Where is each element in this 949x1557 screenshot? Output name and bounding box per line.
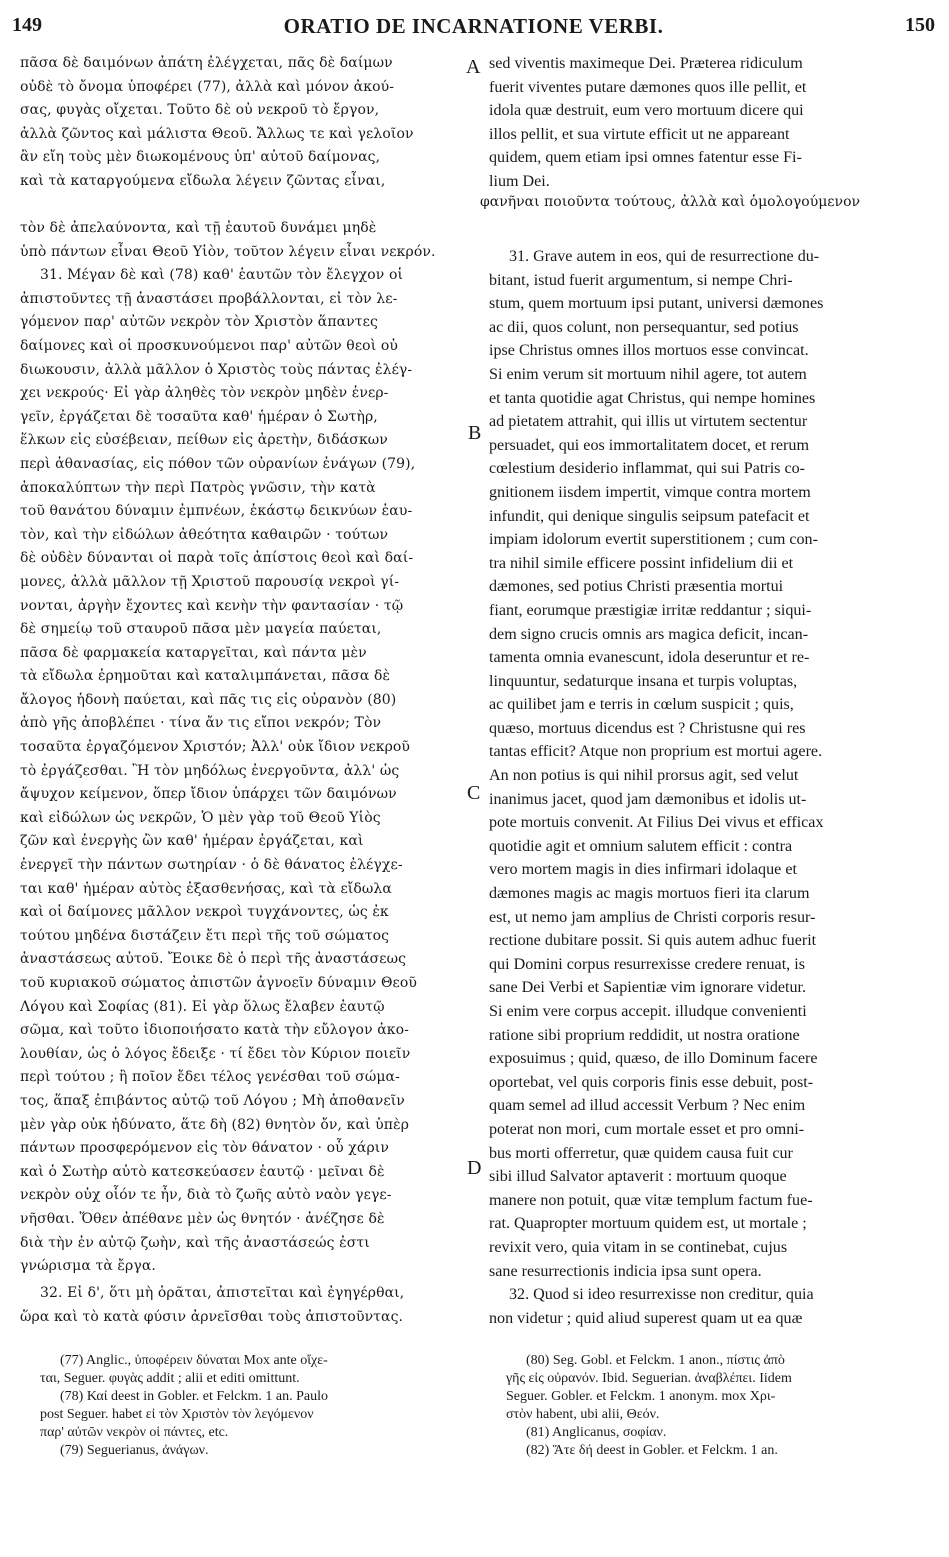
text-line: ται καθ' ἡμέραν αὐτὸς ἐξασθενήσας, καὶ τὰ εἴδωλα — [20, 880, 392, 897]
text-line: ac dii, quos colunt, non persequantur, sed potius — [489, 318, 799, 336]
text-line: γῆς εἰς οὐρανόν. Ibid. Seguerian. ἀναβλέπει. Iidem — [506, 1371, 792, 1386]
text-line: νεκρὸν οὐχ οἷόν τε ἦν, διὰ τὸ ζωῆς αὐτὸ ναὸν γεγε- — [20, 1187, 392, 1204]
text-line: ad pietatem attrahit, qui illis ut virtutem sectentur — [489, 413, 808, 431]
text-line: τοῦ θανάτου δύναμιν ἐμπνέων, ἑκάστῳ δεικνύων ἑαυ- — [20, 503, 413, 520]
footnotes-right — [506, 1352, 936, 1460]
text-line: πᾶσα δὲ δαιμόνων ἀπάτη ἐλέγχεται, πᾶς δὲ δαίμων — [20, 55, 393, 71]
text-line: διὰ τὴν ἐν αὐτῷ ζωὴν, καὶ τῆς ἀναστάσεώς ἐστι — [20, 1234, 370, 1251]
text-line: Si enim vere corpus accepit. illudque convenienti — [489, 1003, 807, 1020]
text-line: λουθίαν, ὡς ὁ λόγος ἔδειξε · τί ἔδει τὸν Κύριον ποιεῖν — [20, 1045, 411, 1062]
text-line: oportebat, vel quis corporis finis esse debuit, post- — [489, 1073, 814, 1091]
text-line: 31. Μέγαν δὲ καὶ (78) καθ' ἑαυτῶν τὸν ἔλεγχον οἱ — [40, 267, 404, 284]
text-line: τος, ἅπαξ ἐπιβάντος αὐτῷ τοῦ Λόγου ; Μὴ ἀποθανεῖν — [20, 1092, 405, 1109]
text-line: linquuntur, sedaturque insana et turpis voluptas, — [489, 672, 798, 690]
text-line: manere non potuit, quæ vitæ templum factum fue- — [489, 1191, 813, 1209]
text-line: quidem, quem etiam ipsi omnes fatentur esse Fi- — [489, 149, 802, 167]
text-line: cœlestium desiderio inflammat, qui sui Patris co- — [489, 460, 806, 478]
text-line: ἐνεργεῖ τὴν πάντων σωτηρίαν · ὁ δὲ θάνατος ἐλέγχε- — [20, 857, 403, 874]
text-line: ac quilibet jam e terris in cœlum suspicit ; quis, — [489, 696, 794, 714]
text-line: Λόγου καὶ Σοφίας (81). Εἰ γὰρ ὅλως ἔλαβεν ἑαυτῷ — [20, 998, 385, 1015]
text-line: sed viventis maximeque Dei. Præterea ridiculum — [489, 55, 803, 72]
text-line: quotidie agit et omnium salutem efficit : contra — [489, 837, 793, 855]
text-line: (78) Καί deest in Gobler. et Felckm. 1 an. Paulo — [60, 1389, 328, 1404]
text-line: ἄψυχον κείμενον, ὅπερ ἴδιον ὑπάρχει τῶν δαιμόνων — [20, 786, 397, 803]
text-line: (82) Ἅτε δή deest in Gobler. et Felckm. 1 an. — [526, 1443, 778, 1458]
text-line: ἀποκαλύπτων τὴν περὶ Πατρὸς γνῶσιν, τὴν κατὰ — [20, 479, 376, 496]
text-line: χει νεκρούς· Εἰ γὰρ ἀληθὲς τὸν νεκρὸν μηδὲν ἐνερ- — [20, 385, 389, 402]
text-line: μὲν γὰρ οὐκ ἠδύνατο, ἅτε δὴ (82) θνητὸν ὄν, καὶ ὑπὲρ — [20, 1116, 410, 1133]
text-line: et tanta quotidie agat Christus, qui nempe homines — [489, 389, 816, 407]
text-line: καὶ οἱ δαίμονες μᾶλλον νεκροὶ τυγχάνοντες, ὡς ἐκ — [20, 904, 389, 921]
page-number-left: 149 — [12, 14, 42, 36]
text-line: tantas efficit? Atque non proprium est mortui agere. — [489, 743, 823, 761]
text-line: rat. Quapropter mortuum quidem est, ut mortale ; — [489, 1215, 807, 1233]
text-line: An non potius is qui nihil prorsus agit, sed velut — [489, 767, 799, 785]
text-line: δὲ σημείῳ τοῦ σταυροῦ πᾶσα μὲν μαγεία παύεται, — [20, 621, 382, 638]
text-line: 31. Grave autem in eos, qui de resurrectione du- — [509, 248, 820, 265]
text-line: exposuimus ; quid, quæso, de illo Dominum facere — [489, 1050, 818, 1068]
text-line: fiant, eorumque præstigiæ irritæ reddantur ; siqui- — [489, 601, 812, 619]
text-line: τοσαῦτα ἐργαζόμενον Χριστόν; Ἀλλ' οὐκ ἴδιον νεκροῦ — [20, 739, 411, 756]
text-line: revixit vero, quia vitam in se continebat, cujus — [489, 1238, 788, 1256]
text-line: ἕλκων εἰς εὐσέβειαν, πείθων εἰς ἀρετὴν, διδάσκων — [20, 432, 388, 449]
text-line: τὸ ἐργάζεσθαι. Ἢ τὸν μηδόλως ἐνεργοῦντα, ἀλλ' ὡς — [20, 762, 400, 779]
text-line: ἂν εἴη τοὺς μὲν διωκομένους ὑπ' αὐτοῦ δαίμονας, — [20, 149, 381, 166]
text-line: sane resurrectionis indicia ipsa sunt opera. — [489, 1262, 762, 1280]
text-line: ἀπιστοῦντες τῇ ἀναστάσει προβάλλονται, εἰ τὸν λε- — [20, 290, 398, 307]
text-line: dæmones magis ac magis mortuos fieri ita clarum — [489, 885, 810, 903]
text-line: καὶ τὰ καταργούμενα εἴδωλα λέγειν ζῶντας εἶναι, — [20, 172, 386, 189]
text-line: περὶ τούτου ; ἢ ποῖον ἔδει τέλος γενέσθαι τοῦ σώμα- — [20, 1069, 400, 1086]
text-line: vero mortem magis in dies infirmari idolaque et — [489, 861, 797, 879]
text-line: gnitionem iisdem impertit, vimque contra mortem — [489, 483, 811, 501]
text-line: ipse Christus omnes illos mortuos esse convincat. — [489, 342, 809, 360]
text-line: νονται, ἀργὴν ἔχοντες καὶ κενὴν τὴν φαντασίαν · τῷ — [20, 597, 404, 614]
text-line: dem signo crucis omnis ars magica deficit, incan- — [489, 625, 809, 643]
text-line: ζῶν καὶ ἐνεργὴς ὢν καθ' ἡμέραν ἐργάζεται, καὶ — [20, 833, 364, 850]
text-line: est, ut nemo jam amplius de Christi corporis resur- — [489, 908, 816, 926]
text-line: illos pellit, et sua virtute efficit ut ne appareant — [489, 125, 790, 143]
text-line: pote mortuis convenit. At Filius Dei vivus et efficax — [489, 814, 824, 832]
text-line: ὥρα καὶ τὸ κατὰ φύσιν ἀρνεῖσθαι τοὺς ἀπιστοῦντας. — [20, 1308, 404, 1325]
text-line: quæso, mortuus dicendus est ? Christusne qui res — [489, 719, 806, 737]
text-line: οὐδὲ τὸ ὄνομα ὑποφέρει (77), ἀλλὰ καὶ μόνον ἀκού- — [20, 78, 395, 95]
text-line: post Seguer. habet εἰ τὸν Χριστὸν τὸν λεγόμενον — [40, 1407, 314, 1422]
text-line: διωκουσιν, ἀλλὰ μᾶλλον ὁ Χριστὸς τοὺς πάντας ἐλέγ- — [20, 361, 413, 378]
text-line: (77) Anglic., ὑποφέρειν δύναται Mox ante οἴχε- — [60, 1353, 328, 1368]
text-line: τούτου μηδένα διστάζειν ἔτι περὶ τῆς τοῦ σώματος — [20, 927, 390, 944]
text-line: νῆσθαι. Ὅθεν ἀπέθανε μὲν ὡς θνητόν · ἀνέζησε δὲ — [20, 1210, 385, 1227]
text-line: persuadet, qui eos immortalitatem docet, et rerum — [489, 436, 809, 454]
text-line: ἀπὸ γῆς ἀποβλέπει · τίνα ἄν τις εἴποι νεκρόν; Τὸν — [20, 715, 382, 732]
text-line: τοῦ κυριακοῦ σώματος ἀπιστῶν ἀγνοεῖν δύναμιν Θεοῦ — [20, 975, 418, 991]
text-line: quam semel ad illud accessit Verbum ? Nec enim — [489, 1097, 806, 1115]
text-line: impiam idolorum evertit superstitionem ; cum con- — [489, 531, 818, 549]
text-line: καὶ ὁ Σωτὴρ αὐτὸ κατεσκεύασεν ἑαυτῷ · μεῖναι δὲ — [20, 1163, 385, 1180]
text-line: ἀλλὰ ζῶντος καὶ μάλιστα Θεοῦ. Ἄλλως τε καὶ γελοῖον — [20, 125, 414, 142]
text-line: σῶμα, καὶ τοῦτο ἰδιοποιήσατο κατὰ τὴν εὔλογον ἀκο- — [20, 1022, 409, 1039]
text-line: δαίμονες καὶ οἱ προσκυνούμενοι παρ' αὐτῶν θεοὶ οὐ — [20, 337, 398, 354]
text-line: ratione sibi proprium reddidit, ut nostra oratione — [489, 1026, 800, 1044]
text-line: bitant, istud fuerit argumentum, si nempe Chri- — [489, 271, 793, 289]
text-line: 32. Εἰ δ', ὅτι μὴ ὁρᾶται, ἀπιστεῖται καὶ ἐγηγέρθαι, — [40, 1285, 405, 1301]
text-line: fuerit viventes putare dæmones quos ille pellit, et — [489, 78, 807, 96]
text-line: ἄλογος ἡδονὴ παύεται, καὶ πᾶς τις εἰς οὐρανὸν (80) — [20, 691, 397, 708]
text-line: qui Domini corpus resurrexisse credere renuat, is — [489, 955, 805, 973]
margin-letter-c: C — [467, 782, 481, 804]
greek-paragraph-32 — [20, 1282, 464, 1329]
text-line: τὰ εἴδωλα ἐρημοῦται καὶ καταλιμπάνεται, πᾶσα δὲ — [20, 668, 391, 685]
text-line: καὶ εἰδώλων ὡς νεκρῶν, Ὁ μὲν γὰρ τοῦ Θεοῦ Υἱὸς — [20, 809, 381, 826]
text-line: poterat non mori, cum mortale esset et pro omni- — [489, 1120, 805, 1138]
margin-letter-a: A — [466, 56, 481, 78]
text-line: τὸν δὲ ἀπελαύνοντα, καὶ τῇ ἑαυτοῦ δυνάμει μηδὲ — [20, 220, 377, 236]
latin-column-top — [489, 52, 929, 194]
text-line: inanimus jacet, quod jam dæmonibus et idolis ut- — [489, 790, 807, 808]
text-line: (81) Anglicanus, σοφίαν. — [526, 1425, 667, 1440]
running-header — [12, 14, 935, 44]
text-line: μονες, ἀλλὰ μᾶλλον τῇ Χριστοῦ παρουσίᾳ νεκροὶ γί- — [20, 573, 400, 590]
running-title: ORATIO DE INCARNATIONE VERBI. — [283, 14, 664, 38]
greek-overflow-line: φανῆναι ποιοῦντα τούτους, ἀλλὰ καὶ ὁμολογούμενον — [480, 194, 861, 210]
text-line: idola quæ destruit, eum vero mortuum dicere qui — [489, 102, 804, 120]
greek-column-main — [20, 217, 464, 1279]
margin-letter-b: B — [468, 422, 482, 444]
text-line: πᾶσα δὲ φαρμακεία καταργεῖται, καὶ πάντα μὲν — [20, 644, 367, 661]
text-line: dæmones, sed potius Christi præsentia mortui — [489, 578, 784, 596]
text-line: sibi illud Salvator aptaverit : mortuum quoque — [489, 1168, 787, 1186]
text-line: σας, φυγὰς οἴχεται. Τοῦτο δὲ οὐ νεκροῦ τὸ ἔργον, — [20, 102, 380, 119]
text-line: τὸν, καὶ τὴν εἰδώλων ἀθεότητα καθαιρῶν · τούτων — [20, 526, 389, 543]
text-line: γόμενον παρ' αὐτῶν νεκρὸν τὸν Χριστὸν ἅπαντες — [20, 314, 378, 331]
latin-column-main — [489, 245, 929, 1330]
margin-letter-d: D — [467, 1157, 482, 1179]
text-line: (80) Seg. Gobl. et Felckm. 1 anon., πίστις ἀπὸ — [526, 1353, 785, 1368]
page-number-right: 150 — [905, 14, 935, 36]
text-line: ται, Seguer. φυγὰς addit ; alii et editi omittunt. — [40, 1371, 300, 1386]
text-line: tra nihil simile efficere possint infidelium dii et — [489, 554, 794, 572]
text-line: non videtur ; quid aliud superest quam ut ea quæ — [489, 1309, 803, 1327]
text-line: περὶ ἀθανασίας, εἰς πόθον τῶν οὐρανίων ἐνάγων (79), — [20, 455, 416, 472]
text-line: πάντων προσφερόμενον εἰς τὸν θάνατον · οὗ χάριν — [20, 1140, 389, 1157]
text-line: tamenta omnia evanescunt, idola deseruntur et re- — [489, 649, 810, 667]
text-line: 32. Quod si ideo resurrexisse non creditur, quia — [509, 1286, 814, 1304]
text-line: Seguer. Gobler. et Felckm. 1 anonym. mox Χρι- — [506, 1389, 776, 1404]
text-line: rectione dubitare possit. Si quis autem adhuc fuerit — [489, 932, 817, 950]
text-line: δὲ οὐδὲν δύνανται οἱ παρὰ τοῖς ἀπίστοις θεοὶ καὶ δαί- — [20, 550, 414, 567]
text-line: sane Dei Verbi et Sapientiæ vim ignorare videtur. — [489, 979, 807, 997]
footnotes-left — [40, 1352, 480, 1460]
text-line: bus morti offerretur, quæ quidem causa fuit cur — [489, 1144, 793, 1162]
text-line: Si enim verum sit mortuum nihil agere, tot autem — [489, 365, 807, 383]
text-line: γεῖν, ἐργάζεται δὲ τοσαῦτα καθ' ἡμέραν ὁ Σωτὴρ, — [20, 408, 378, 425]
text-line: stum, quem mortuum ipsi putant, universi dæmones — [489, 295, 824, 313]
text-line: infundit, qui denique singulis seipsum patefacit et — [489, 507, 810, 525]
text-line: ἀναστάσεως αὐτοῦ. Ἔοικε δὲ ὁ περὶ τῆς ἀναστάσεως — [20, 951, 407, 968]
text-line: παρ' αὐτῶν νεκρὸν οἱ πάντες, etc. — [40, 1425, 229, 1440]
text-line: ὑπὸ πάντων εἶναι Θεοῦ Υἱὸν, τοῦτον λέγειν εἶναι νεκρόν. — [20, 243, 436, 260]
text-line: lium Dei. — [489, 172, 550, 190]
text-line: (79) Seguerianus, ἀνάγων. — [60, 1443, 209, 1458]
text-line: στὸν habent, ubi alii, Θεόν. — [506, 1407, 660, 1422]
text-line: γνώρισμα τὰ ἔργα. — [20, 1258, 156, 1275]
greek-column-top — [20, 52, 464, 194]
